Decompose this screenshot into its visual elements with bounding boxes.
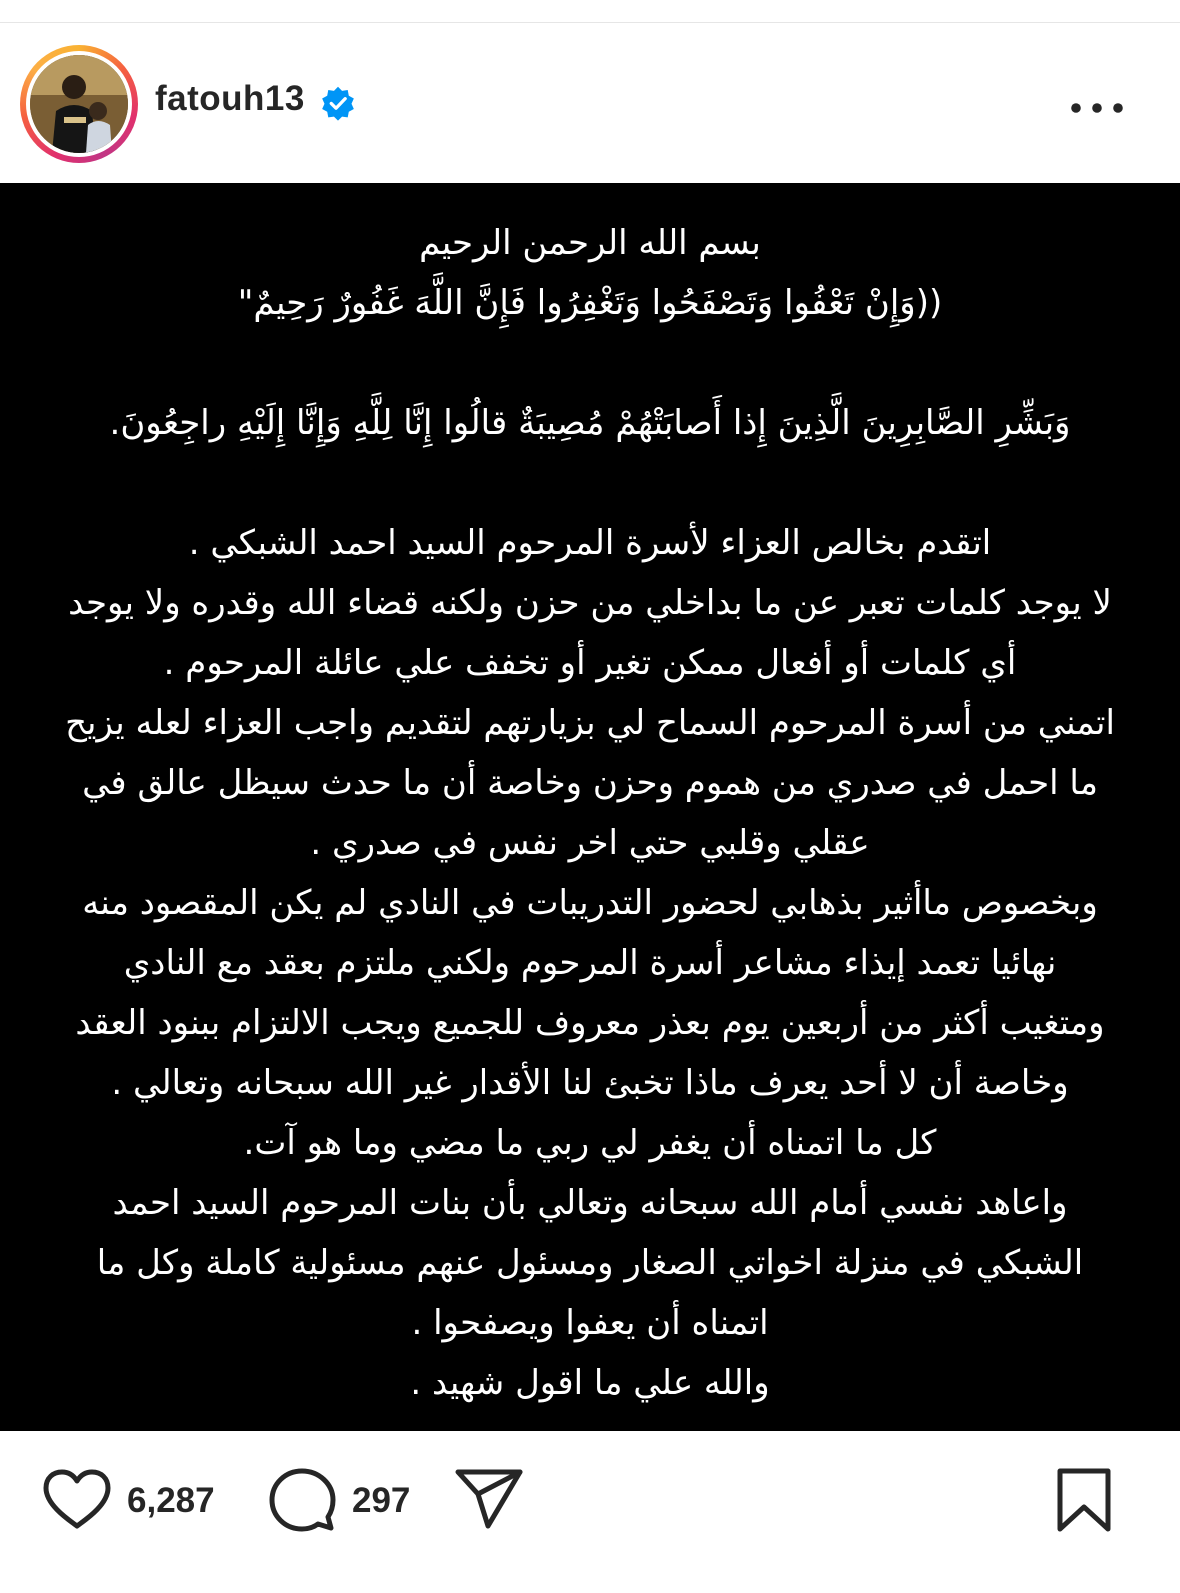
caption-line: والله علي ما اقول شهيد . (410, 1363, 770, 1403)
caption-line: ((وَإِنْ تَعْفُوا وَتَصْفَحُوا وَتَغْفِرُوا فَإِنَّ اللَّهَ غَفُورٌ رَحِيمٌ" (237, 283, 943, 323)
caption-spacer (40, 333, 1140, 393)
share-icon[interactable] (454, 1468, 524, 1530)
caption-line: بسم الله الرحمن الرحيم (419, 223, 761, 263)
post-image[interactable] (0, 183, 1180, 1431)
caption-line: الشبكي في منزلة اخواتي الصغار ومسئول عنهم مسئولية كاملة وكل ما (96, 1243, 1084, 1283)
caption-line: وخاصة أن لا أحد يعرف ماذا تخبئ لنا الأقدار غير الله سبحانه وتعالي . (111, 1063, 1069, 1103)
caption-spacer (40, 453, 1140, 513)
caption-line: اتمناه أن يعفوا ويصفحوا . (411, 1303, 769, 1343)
comment-icon[interactable] (268, 1467, 336, 1533)
username[interactable]: fatouh13 (155, 79, 305, 118)
caption-line: عقلي وقلبي حتي اخر نفس في صدري . (310, 823, 870, 863)
comments-count[interactable]: 297 (352, 1481, 411, 1520)
avatar[interactable] (30, 55, 128, 153)
post-header (0, 23, 1180, 184)
verified-badge-icon (320, 85, 356, 121)
caption-line: كل ما اتمناه أن يغفر لي ربي ما مضي وما هو آت. (243, 1123, 937, 1163)
avatar-image (30, 55, 128, 153)
bookmark-icon[interactable] (1055, 1467, 1113, 1533)
caption-line: لا يوجد كلمات تعبر عن ما بداخلي من حزن ولكنه قضاء الله وقدره ولا يوجد (68, 583, 1112, 623)
post-text-content (40, 213, 1140, 1413)
action-bar (0, 1431, 1180, 1593)
caption-line: نهائيا تعمد إيذاء مشاعر أسرة المرحوم ولكني ملتزم بعقد مع النادي (123, 943, 1057, 983)
caption-line: واعاهد نفسي أمام الله سبحانه وتعالي بأن بنات المرحوم السيد احمد (112, 1183, 1068, 1223)
likes-count[interactable]: 6,287 (127, 1481, 215, 1520)
caption-line: اتقدم بخالص العزاء لأسرة المرحوم السيد احمد الشبكي . (188, 523, 992, 563)
caption-line: أي كلمات أو أفعال ممكن تغير أو تخفف علي عائلة المرحوم . (163, 643, 1017, 683)
caption-line: ما احمل في صدري من هموم وحزن وخاصة أن ما حدث سيظل عالق في (82, 763, 1098, 803)
caption-line: وَبَشِّرِ الصَّابِرِينَ الَّذِينَ إِذا أَصابَتْهُمْ مُصِيبَةٌ قالُوا إِنَّا لِلَّهِ وَإِنَّا إِلَيْهِ راجِعُونَ. (109, 403, 1071, 443)
caption-line: وبخصوص ماأثير بذهابي لحضور التدريبات في النادي لم يكن المقصود منه (82, 883, 1098, 923)
more-options-icon[interactable] (1068, 93, 1126, 123)
caption-line: اتمني من أسرة المرحوم السماح لي بزيارتهم لتقديم واجب العزاء لعله يزيح (65, 703, 1115, 743)
story-ring[interactable] (20, 45, 138, 163)
heart-icon[interactable] (42, 1468, 112, 1530)
caption-line: ومتغيب أكثر من أربعين يوم بعذر معروف للجميع ويجب الالتزام ببنود العقد (75, 1003, 1105, 1043)
